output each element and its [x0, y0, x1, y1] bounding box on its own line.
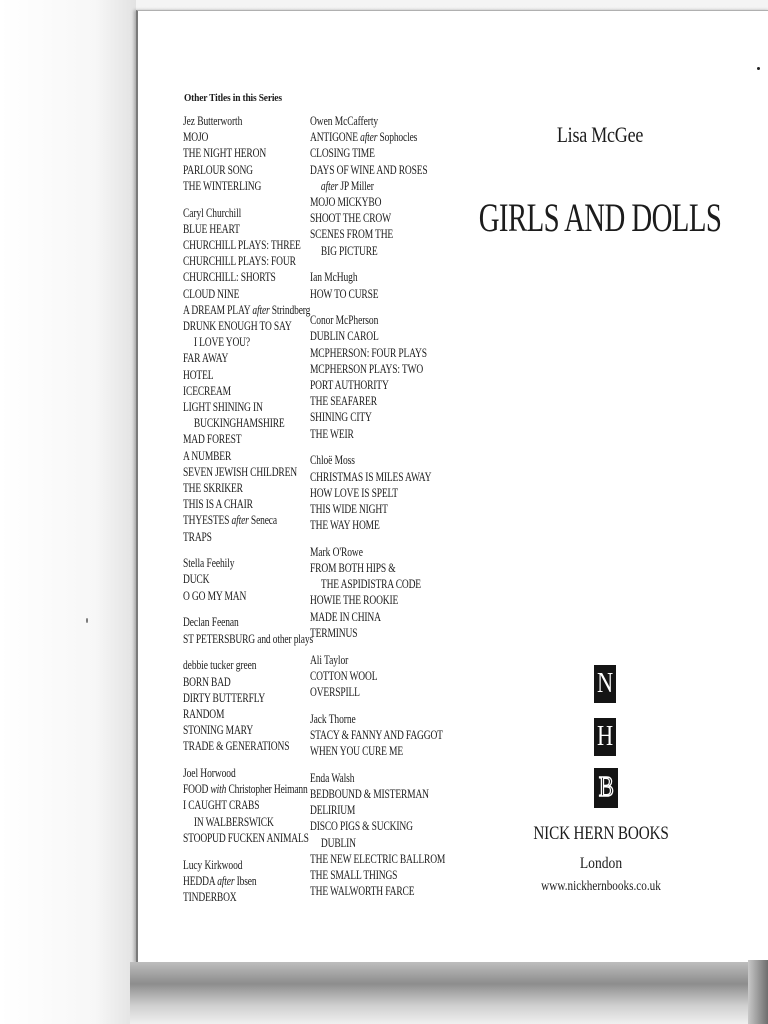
series-title: [183, 302, 313, 318]
title-text: MCPHERSON PLAYS: TWO: [310, 361, 424, 376]
series-title: [310, 684, 445, 700]
series-title: [183, 334, 313, 350]
title-text: DIRTY BUTTERFLY: [183, 690, 266, 705]
series-title: [183, 529, 313, 545]
series-title: [310, 883, 445, 899]
series-title: [310, 501, 445, 517]
title-text: DRUNK ENOUGH TO SAY: [183, 318, 292, 333]
title-text: PARLOUR SONG: [183, 162, 253, 177]
title-text: STONING MARY: [183, 723, 254, 738]
title-text: DUBLIN: [320, 835, 356, 850]
title-text: DISCO PIGS & SUCKING: [310, 819, 413, 834]
series-title: [310, 727, 445, 743]
author-group: [310, 312, 445, 442]
series-title: [310, 625, 445, 641]
series-title: [183, 431, 313, 447]
series-title: [310, 517, 445, 533]
title-text: THYESTES: [183, 513, 230, 528]
series-title: [183, 889, 313, 905]
series-author: Declan Feenan: [183, 615, 239, 630]
title-text: HOW LOVE IS SPELT: [310, 485, 398, 500]
title-text: BIG PICTURE: [320, 243, 378, 258]
title-text: DELIRIUM: [310, 803, 356, 818]
series-title: [310, 835, 445, 851]
series-title: [310, 469, 445, 485]
title-text: FROM BOTH HIPS &: [310, 561, 396, 576]
title-text: COTTON WOOL: [310, 668, 378, 683]
title-text: WHEN YOU CURE ME: [310, 744, 404, 759]
publisher-name: NICK HERN BOOKS: [533, 823, 669, 844]
title-text: ST PETERSBURG: [183, 631, 256, 646]
title-text: STACY & FANNY AND FAGGOT: [310, 727, 443, 742]
series-author: Jack Thorne: [310, 711, 356, 726]
series-author: Caryl Churchill: [183, 205, 242, 220]
title-text: O GO MY MAN: [183, 588, 247, 603]
title-text: SHOOT THE CROW: [310, 211, 391, 226]
series-title: [183, 571, 313, 587]
series-title: [183, 269, 313, 285]
series-title: [183, 145, 313, 161]
author-group: [183, 113, 313, 194]
title-text: TINDERBOX: [183, 889, 237, 904]
series-title: [183, 129, 313, 145]
logo-letter: H: [596, 721, 614, 752]
author-name: Lisa McGee: [556, 122, 644, 147]
series-title: [310, 485, 445, 501]
series-title: [183, 814, 313, 830]
author-group: [310, 652, 445, 701]
series-title: [310, 802, 445, 818]
title-text: HOWIE THE ROOKIE: [310, 593, 399, 608]
author-group: [310, 269, 445, 301]
series-title: [310, 743, 445, 759]
series-author: Conor McPherson: [310, 313, 379, 328]
title-text: BEDBOUND & MISTERMAN: [310, 787, 429, 802]
series-title: [183, 286, 313, 302]
series-title: [310, 668, 445, 684]
title-text: THE ASPIDISTRA CODE: [320, 577, 421, 592]
series-author: Ian McHugh: [310, 270, 358, 285]
title-text: FAR AWAY: [183, 351, 229, 366]
series-title: [183, 399, 313, 415]
title-text: A DREAM PLAY: [183, 302, 251, 317]
publisher-logo-b-tile: [594, 768, 618, 808]
author-group: [310, 770, 445, 900]
title-connector: after: [320, 178, 339, 193]
series-title: [310, 576, 445, 592]
title-text: HEDDA: [183, 873, 215, 888]
title-connector: after: [360, 130, 378, 145]
series-title: [183, 162, 313, 178]
scan-speck: [86, 618, 88, 623]
title-connector: after: [217, 873, 235, 888]
logo-letter: B: [598, 772, 614, 803]
series-title: [183, 237, 313, 253]
series-title: [183, 706, 313, 722]
title-text: THE WEIR: [310, 426, 354, 441]
title-credit: Christopher Heimann: [228, 782, 308, 797]
publisher-logo-n-tile: [594, 665, 616, 703]
title-text: SEVEN JEWISH CHILDREN: [183, 464, 297, 479]
title-credit: Seneca: [250, 513, 277, 528]
series-title: [310, 377, 445, 393]
series-title: [310, 426, 445, 442]
title-text: MADE IN CHINA: [310, 609, 381, 624]
author-group: [183, 857, 313, 906]
title-connector: with: [210, 782, 227, 797]
title-text: I CAUGHT CRABS: [183, 798, 260, 813]
title-text: THE WALWORTH FARCE: [310, 884, 415, 899]
series-author: Stella Feehily: [183, 556, 235, 571]
series-title: [310, 178, 445, 194]
logo-letter: N: [596, 668, 614, 699]
title-connector: after: [231, 513, 249, 528]
author-group: [310, 711, 445, 760]
series-title: [183, 178, 313, 194]
title-text: DUBLIN CAROL: [310, 329, 379, 344]
title-text: THE SMALL THINGS: [310, 868, 398, 883]
title-text: BORN BAD: [183, 674, 231, 689]
series-title: [310, 243, 445, 259]
series-title: [183, 496, 313, 512]
title-text: DAYS OF WINE AND ROSES: [310, 162, 428, 177]
series-title: [183, 464, 313, 480]
series-title: [183, 512, 313, 528]
series-title: [310, 145, 445, 161]
series-title: [310, 592, 445, 608]
series-title: [183, 873, 313, 889]
series-title: [183, 253, 313, 269]
title-credit: Strindberg: [271, 302, 311, 317]
title-text: LIGHT SHINING IN: [183, 399, 263, 414]
series-title: [183, 797, 313, 813]
title-text: THE SEAFARER: [310, 394, 377, 409]
title-text: THE WINTERLING: [183, 178, 262, 193]
publisher-website: www.nickhernbooks.co.uk: [541, 879, 661, 894]
series-title: [310, 867, 445, 883]
series-author: Ali Taylor: [310, 652, 349, 667]
title-text: OVERSPILL: [310, 685, 360, 699]
series-title: [310, 194, 445, 210]
title-text: BUCKINGHAMSHIRE: [193, 416, 285, 431]
author-group: [183, 614, 313, 646]
title-text: MCPHERSON: FOUR PLAYS: [310, 345, 427, 360]
title-text: FOOD: [183, 782, 209, 797]
title-text: STOOPUD FUCKEN ANIMALS: [183, 830, 309, 845]
title-text: CHURCHILL PLAYS: THREE: [183, 237, 301, 252]
series-title: [310, 226, 445, 242]
title-text: CHURCHILL PLAYS: FOUR: [183, 254, 296, 269]
title-text: A NUMBER: [183, 448, 232, 463]
title-text: CHRISTMAS IS MILES AWAY: [310, 469, 432, 484]
title-credit: Sophocles: [379, 130, 418, 145]
author-group: [183, 765, 313, 846]
title-text: PORT AUTHORITY: [310, 378, 389, 393]
series-title: [310, 210, 445, 226]
scan-bottom-shadow: [130, 962, 768, 1024]
series-title: [183, 318, 313, 334]
title-text: MOJO MICKYBO: [310, 195, 382, 210]
title-text: ICECREAM: [183, 383, 231, 398]
series-title: [310, 286, 445, 302]
series-title: [183, 690, 313, 706]
scan-left-margin: [0, 0, 136, 1024]
author-group: [310, 113, 445, 259]
title-text: HOTEL: [183, 367, 214, 382]
title-credit: JP Miller: [340, 178, 374, 193]
title-text: THE SKRIKER: [183, 480, 243, 495]
title-credit: and other plays: [257, 631, 314, 646]
series-title: [310, 851, 445, 867]
series-author: Mark O'Rowe: [310, 544, 363, 559]
title-text: CLOSING TIME: [310, 146, 375, 161]
series-title: [183, 221, 313, 237]
title-text: HOW TO CURSE: [310, 286, 379, 301]
author-group: [183, 205, 313, 545]
title-text: ANTIGONE: [310, 130, 358, 145]
book-title: GIRLS AND DOLLS: [478, 195, 722, 240]
series-title: [183, 674, 313, 690]
title-text: TRADE & GENERATIONS: [183, 739, 290, 754]
title-text: I LOVE YOU?: [193, 335, 250, 350]
series-title: [310, 818, 445, 834]
series-title: [183, 415, 313, 431]
title-text: CLOUD NINE: [183, 286, 240, 301]
series-author: Joel Horwood: [183, 766, 236, 781]
title-text: CHURCHILL: SHORTS: [183, 270, 276, 285]
series-author: Owen McCafferty: [310, 114, 379, 128]
series-list-right-column: [310, 113, 445, 910]
series-title: [183, 480, 313, 496]
title-text: DUCK: [183, 572, 210, 587]
title-text: SHINING CITY: [310, 410, 372, 425]
series-author: Jez Butterworth: [183, 114, 243, 128]
title-text: SCENES FROM THE: [310, 227, 394, 242]
author-group: [310, 452, 445, 533]
series-title: [183, 722, 313, 738]
series-title: [183, 350, 313, 366]
series-heading: Other Titles in this Series: [184, 92, 282, 104]
series-list-left-column: [183, 113, 313, 916]
series-title: [183, 383, 313, 399]
series-title: [310, 609, 445, 625]
title-text: BLUE HEART: [183, 221, 240, 236]
title-text: MOJO: [183, 130, 209, 145]
series-title: [310, 409, 445, 425]
series-title: [310, 328, 445, 344]
series-title: [183, 781, 313, 797]
scan-right-edge: [748, 960, 768, 1024]
series-title: [310, 361, 445, 377]
series-title: [183, 738, 313, 754]
series-title: [183, 588, 313, 604]
title-text: RANDOM: [183, 706, 225, 721]
title-text: THIS WIDE NIGHT: [310, 501, 388, 516]
series-title: [183, 448, 313, 464]
series-title: [310, 345, 445, 361]
title-credit: Ibsen: [236, 873, 257, 888]
series-title: [183, 830, 313, 846]
series-author: Enda Walsh: [310, 770, 355, 785]
title-text: THIS IS A CHAIR: [183, 497, 253, 512]
title-text: TERMINUS: [310, 625, 358, 640]
title-text: TRAPS: [183, 529, 212, 544]
series-title: [310, 786, 445, 802]
title-connector: after: [252, 302, 270, 317]
publisher-city: London: [579, 855, 623, 872]
title-text: IN WALBERSWICK: [193, 814, 274, 829]
series-author: debbie tucker green: [183, 658, 257, 673]
series-title: [310, 129, 445, 145]
title-text: MAD FOREST: [183, 432, 242, 447]
publisher-logo-h-tile: [594, 718, 616, 756]
series-title: [183, 631, 313, 647]
series-author: Lucy Kirkwood: [183, 857, 243, 872]
author-group: [310, 544, 445, 641]
series-title: [183, 367, 313, 383]
series-author: Chloë Moss: [310, 453, 355, 468]
scan-speck: [757, 67, 760, 70]
author-group: [183, 657, 313, 754]
title-text: THE WAY HOME: [310, 518, 380, 533]
series-title: [310, 162, 445, 178]
series-title: [310, 560, 445, 576]
title-text: THE NEW ELECTRIC BALLROM: [310, 851, 446, 866]
author-group: [183, 555, 313, 604]
series-title: [310, 393, 445, 409]
title-text: THE NIGHT HERON: [183, 146, 267, 161]
